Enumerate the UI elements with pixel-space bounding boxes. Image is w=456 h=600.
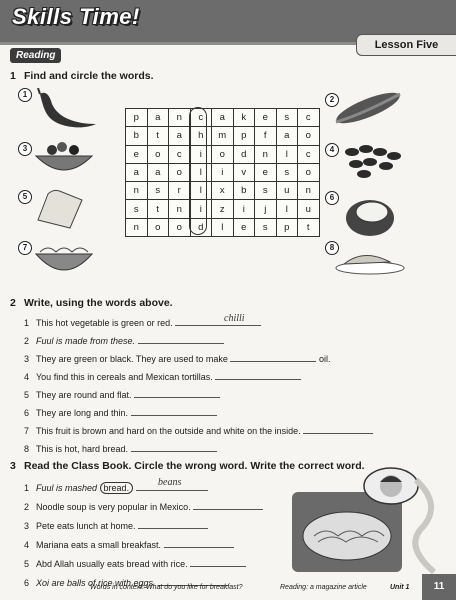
grid-letter[interactable]: u: [298, 200, 320, 218]
grid-letter[interactable]: s: [147, 182, 169, 200]
grid-letter[interactable]: f: [255, 127, 277, 145]
q2-item-4: 4 You find this in cereals and Mexican tortillas.: [24, 370, 301, 382]
q2-heading: 2 Write, using the words above.: [10, 297, 173, 309]
grid-letter[interactable]: z: [212, 200, 234, 218]
grid-letter[interactable]: n: [169, 200, 191, 218]
grid-letter[interactable]: a: [169, 127, 191, 145]
beans-bowl-picture: [34, 138, 94, 180]
grid-letter[interactable]: d: [233, 145, 255, 163]
footer-skill: Reading: a magazine article: [280, 584, 367, 591]
grid-letter[interactable]: k: [233, 109, 255, 127]
grid-letter[interactable]: j: [255, 200, 277, 218]
q3-heading: 3 Read the Class Book. Circle the wrong word. Write the correct word.: [10, 460, 365, 472]
grid-letter[interactable]: n: [126, 182, 148, 200]
grid-letter[interactable]: a: [276, 127, 298, 145]
answer-blank[interactable]: [138, 334, 224, 344]
chilli-picture: [36, 88, 102, 130]
grid-letter[interactable]: p: [276, 218, 298, 236]
q2-item-8: 8 This is hot, hard bread.: [24, 442, 217, 454]
pic-num-3: 3: [18, 142, 32, 156]
grid-letter[interactable]: s: [255, 218, 277, 236]
grid-row: [126, 127, 320, 145]
section-tag: Reading: [10, 48, 61, 63]
grid-letter[interactable]: x: [212, 182, 234, 200]
q3-item-6: 6 Xoi are balls of rice with eggs.: [24, 576, 228, 588]
grid-letter[interactable]: n: [255, 145, 277, 163]
grid-row: [126, 163, 320, 181]
coconut-picture: [342, 190, 402, 238]
q2-item-5: 5 They are round and flat.: [24, 388, 220, 400]
pic-num-1: 1: [18, 88, 32, 102]
grid-letter[interactable]: o: [298, 163, 320, 181]
grid-letter[interactable]: b: [233, 182, 255, 200]
grid-letter[interactable]: s: [276, 163, 298, 181]
handwritten-answer-q3: beans: [158, 477, 182, 488]
grid-letter[interactable]: p: [233, 127, 255, 145]
q3-item-1: 1 Fuul is mashed bread.: [24, 481, 208, 493]
grid-letter[interactable]: l: [190, 182, 212, 200]
grid-letter[interactable]: c: [298, 109, 320, 127]
grid-letter[interactable]: e: [255, 109, 277, 127]
grid-row: [126, 182, 320, 200]
pic-num-4: 4: [325, 143, 339, 157]
grid-letter[interactable]: l: [190, 163, 212, 181]
pic-num-8: 8: [325, 241, 339, 255]
decorative-swirl: [410, 476, 450, 576]
grid-letter[interactable]: s: [255, 182, 277, 200]
noodles-bowl-picture: [34, 240, 94, 280]
grid-letter[interactable]: n: [169, 109, 191, 127]
grid-letter[interactable]: o: [298, 127, 320, 145]
page-number: 11: [422, 574, 456, 600]
circle-chilli: [189, 107, 207, 235]
grid-row: [126, 218, 320, 236]
answer-blank[interactable]: [215, 370, 301, 380]
q3-item-3: 3 Pete eats lunch at home.: [24, 519, 208, 531]
grid-letter[interactable]: o: [212, 145, 234, 163]
grid-letter[interactable]: a: [212, 109, 234, 127]
answer-blank[interactable]: [134, 388, 220, 398]
grid-letter[interactable]: e: [233, 218, 255, 236]
grid-letter[interactable]: o: [147, 145, 169, 163]
circled-wrong-word: bread.: [100, 482, 134, 494]
grid-letter[interactable]: i: [212, 163, 234, 181]
answer-blank[interactable]: [230, 352, 316, 362]
answer-blank[interactable]: [138, 519, 208, 529]
grid-row: [126, 200, 320, 218]
grid-letter[interactable]: a: [147, 163, 169, 181]
grid-letter[interactable]: c: [298, 145, 320, 163]
pancake-plate-picture: [334, 246, 406, 276]
grid-letter[interactable]: a: [126, 163, 148, 181]
q2-item-7: 7 This fruit is brown and hard on the outside and white on the inside.: [24, 424, 373, 436]
grid-letter[interactable]: i: [190, 145, 212, 163]
grid-letter[interactable]: a: [147, 109, 169, 127]
grid-letter[interactable]: l: [212, 218, 234, 236]
q2-item-3: 3 They are green or black. They are used to make oil.: [24, 354, 331, 364]
grid-letter[interactable]: c: [190, 109, 212, 127]
grid-letter[interactable]: t: [147, 200, 169, 218]
grid-letter[interactable]: n: [298, 182, 320, 200]
q1-heading: 1 Find and circle the words.: [10, 70, 154, 82]
footer-context: Words in context: What do you like for breakfast?: [90, 584, 243, 591]
grid-letter[interactable]: i: [190, 200, 212, 218]
grid-letter[interactable]: v: [233, 163, 255, 181]
grid-letter[interactable]: o: [169, 218, 191, 236]
corn-picture: [330, 88, 406, 130]
answer-blank[interactable]: [131, 406, 217, 416]
grid-letter[interactable]: l: [276, 145, 298, 163]
grid-letter[interactable]: e: [126, 145, 148, 163]
grid-letter[interactable]: t: [147, 127, 169, 145]
bread-picture: [34, 186, 86, 234]
grid-letter[interactable]: h: [190, 127, 212, 145]
q2-item-1: 1 This hot vegetable is green or red.: [24, 316, 261, 328]
grid-letter[interactable]: m: [212, 127, 234, 145]
grid-letter[interactable]: s: [276, 109, 298, 127]
grid-letter[interactable]: o: [147, 218, 169, 236]
answer-blank[interactable]: [164, 538, 234, 548]
answer-blank[interactable]: [303, 424, 373, 434]
grid-letter[interactable]: e: [255, 163, 277, 181]
answer-blank[interactable]: [175, 316, 261, 326]
grid-letter[interactable]: l: [276, 200, 298, 218]
grid-letter[interactable]: b: [126, 127, 148, 145]
q2-item-6: 6 They are long and thin.: [24, 406, 217, 418]
answer-blank[interactable]: [131, 442, 217, 452]
lesson-tab: Lesson Five: [356, 34, 456, 56]
q3-item-2: 2 Noodle soup is very popular in Mexico.: [24, 500, 263, 512]
word-search-grid: [125, 108, 320, 237]
page-title: Skills Time!: [12, 4, 140, 29]
handwritten-answer-1: chilli: [224, 313, 245, 324]
pic-num-7: 7: [18, 241, 32, 255]
grid-letter[interactable]: o: [169, 163, 191, 181]
grid-row: [126, 109, 320, 127]
grid-letter[interactable]: r: [169, 182, 191, 200]
q3-item-5: 5 Abd Allah usually eats bread with rice.: [24, 557, 246, 569]
grid-letter[interactable]: i: [233, 200, 255, 218]
grid-letter[interactable]: n: [126, 218, 148, 236]
black-beans-picture: [340, 140, 406, 180]
answer-blank[interactable]: [190, 557, 246, 567]
pic-num-2: 2: [325, 93, 339, 107]
grid-row: [126, 145, 320, 163]
grid-letter[interactable]: u: [276, 182, 298, 200]
footer-unit: Unit 1: [390, 584, 410, 591]
grid-letter[interactable]: t: [298, 218, 320, 236]
q3-item-4: 4 Mariana eats a small breakfast.: [24, 538, 234, 550]
grid-letter[interactable]: d: [190, 218, 212, 236]
grid-letter[interactable]: s: [126, 200, 148, 218]
grid-letter[interactable]: p: [126, 109, 148, 127]
q2-item-2: 2 Fuul is made from these.: [24, 334, 224, 346]
pic-num-5: 5: [18, 190, 32, 204]
grid-letter[interactable]: c: [169, 145, 191, 163]
answer-blank[interactable]: [193, 500, 263, 510]
pic-num-6: 6: [325, 191, 339, 205]
